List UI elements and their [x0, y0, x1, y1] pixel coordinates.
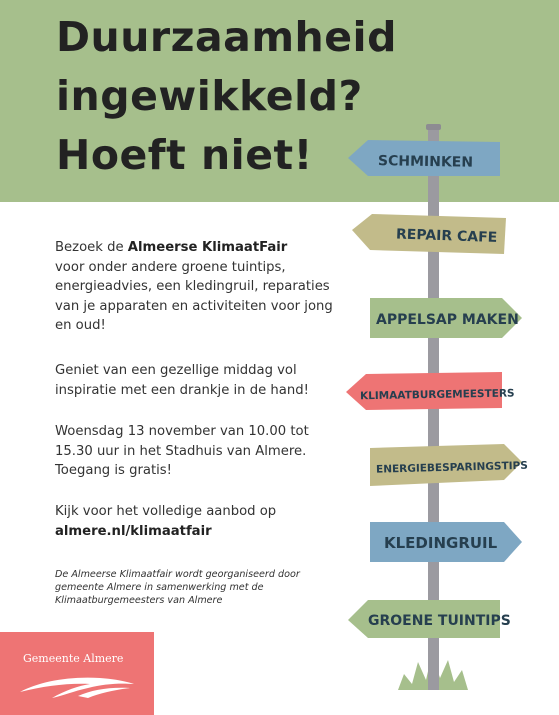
sign-kledingruil — [370, 522, 522, 562]
date-location-paragraph: Woensdag 13 november van 10.00 tot 15.30 uur in het Stadhuis van Almere. Toegang is gratis! — [55, 424, 309, 479]
sign-label-repair-cafe: REPAIR CAFE — [395, 226, 498, 246]
atmosphere-paragraph: Geniet van een gezellige middag vol inspiratie met een drankje in de hand! — [55, 363, 309, 398]
organizer-footnote: De Almeerse Klimaatfair wordt georganiseerd door gemeente Almere in samenwerking met de Klimaatburgemeesters van Almere — [55, 569, 300, 606]
sign-label-schminken: SCHMINKEN — [377, 153, 474, 171]
more-info-text: Kijk voor het volledige aanbod op — [55, 504, 277, 519]
sign-label-energiebesparingstips: ENERGIEBESPARINGSTIPS — [375, 459, 528, 476]
title-line-2: ingewikkeld? — [56, 72, 363, 120]
sign-energiebesparingstips — [370, 444, 528, 486]
sign-label-appelsap-maken: APPELSAP MAKEN — [376, 312, 519, 328]
logo-text: Gemeente Almere — [23, 652, 124, 665]
website-link[interactable]: almere.nl/klimaatfair — [55, 523, 212, 539]
sign-label-klimaatburgemeesters: KLIMAATBURGEMEESTERS — [359, 387, 515, 403]
event-name: Almeerse KlimaatFair — [127, 240, 288, 255]
sign-klimaatburgemeesters — [346, 372, 515, 410]
sign-label-groene-tuintips: GROENE TUINTIPS — [368, 613, 511, 629]
title-line-1: Duurzaamheid — [56, 13, 397, 61]
title-line-3: Hoeft niet! — [56, 131, 313, 179]
sign-repair-cafe — [352, 214, 506, 254]
sign-groene-tuintips — [348, 600, 511, 638]
intro-rest: voor onder andere groene tuintips, energieadvies, een kledingruil, reparaties van je apparaten en activiteiten voor jong en oud! — [55, 259, 333, 334]
sign-label-kledingruil: KLEDINGRUIL — [384, 534, 498, 552]
sign-schminken — [348, 140, 500, 176]
intro-prefix: Bezoek de — [55, 240, 128, 255]
sign-appelsap-maken — [370, 298, 522, 338]
